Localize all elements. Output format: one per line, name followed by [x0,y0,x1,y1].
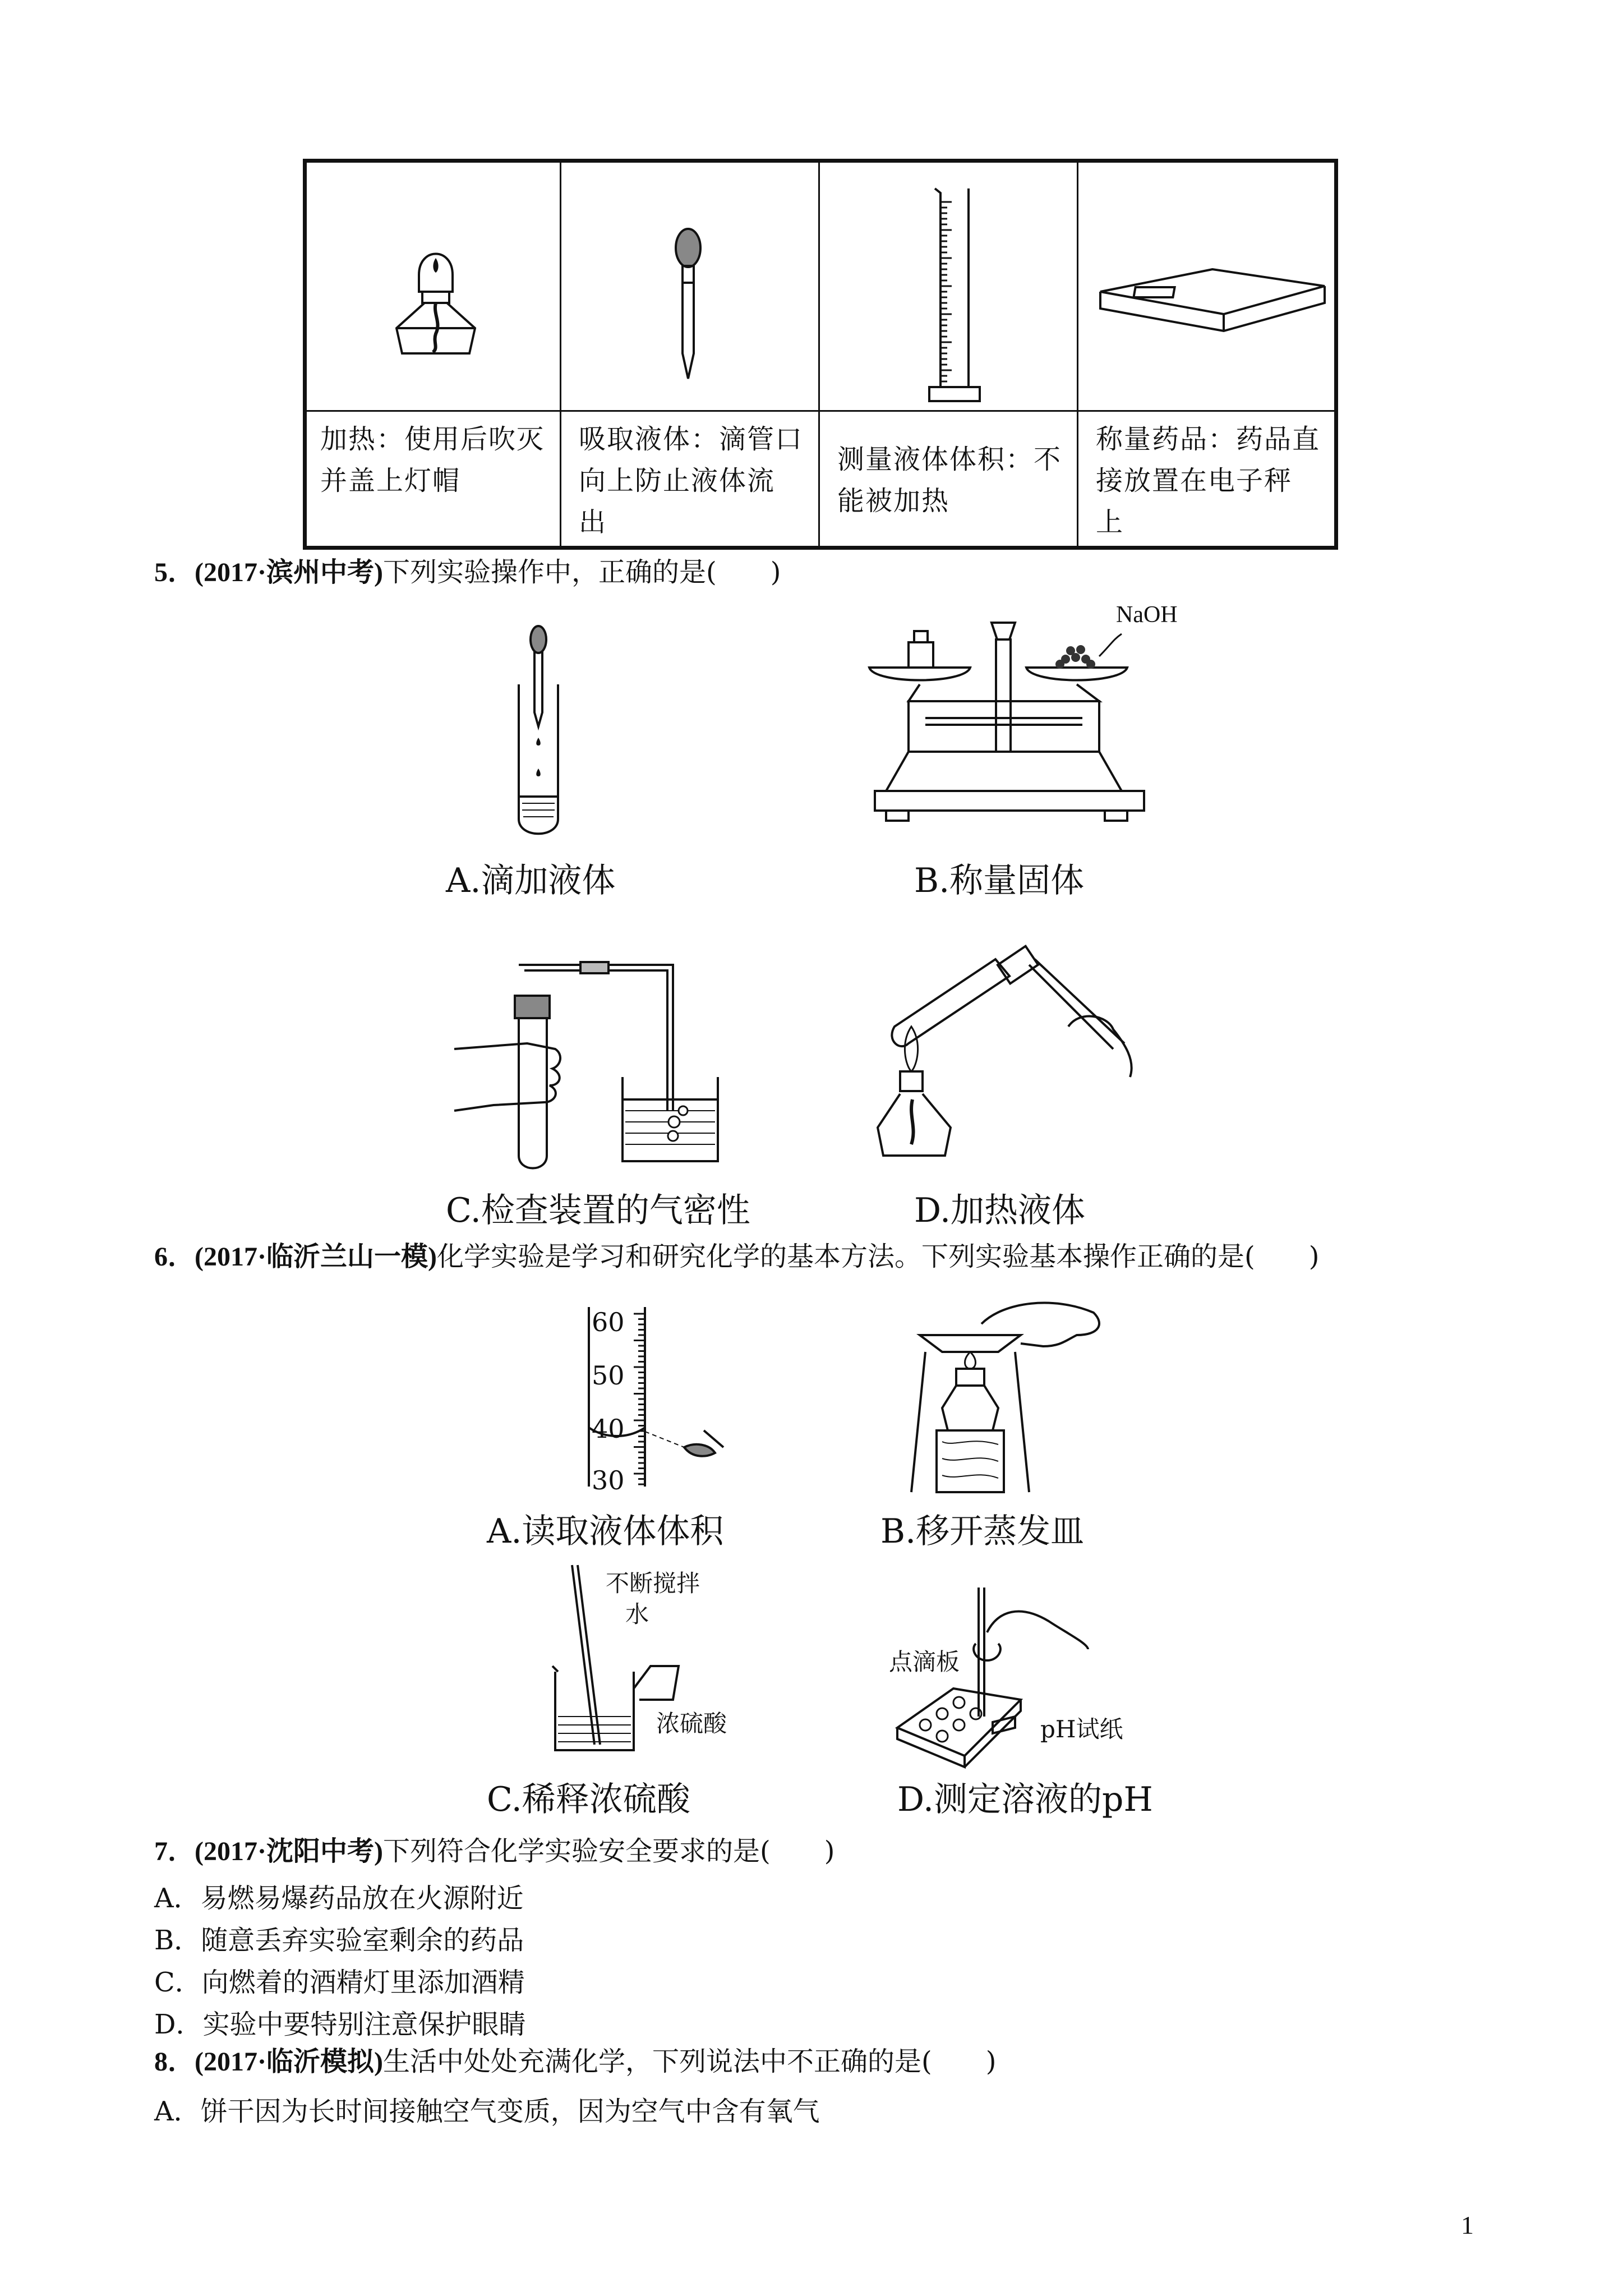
page-number: 1 [1461,2211,1474,2239]
dropper-test-tube-icon [508,623,569,841]
naoh-label: NaOH [1116,602,1178,628]
evaporating-dish-icon [909,1290,1122,1498]
graduated-cylinder-icon [924,185,991,409]
tick-label: 30 [592,1465,625,1496]
question-number: 8． [154,2047,195,2077]
figure-caption: C.稀释浓硫酸 [487,1780,690,1819]
question-source: (2017·临沂兰山一模) [195,1242,437,1272]
question-7-stem [154,1834,834,1869]
figure-caption: A.读取液体体积 [487,1512,724,1551]
figure-caption: D.加热液体 [914,1191,1086,1230]
airtightness-check-icon [449,942,740,1172]
balance-icon [864,606,1155,830]
tick-label: 40 [592,1414,625,1444]
question-source: (2017·沈阳中考) [195,1837,383,1866]
acid-label: 浓硫酸 [656,1710,727,1737]
question-text: 下列实验操作中，正确的是( ) [383,556,781,588]
table-cell-caption: 吸取液体：滴管口 [579,424,804,455]
question-text: 下列符合化学实验安全要求的是( ) [383,1835,835,1867]
question-text: 化学实验是学习和研究化学的基本方法。下列实验基本操作正确的是( ) [437,1241,1320,1272]
question-8-stem [154,2045,996,2079]
question-number: 6． [154,1242,195,1272]
figure-caption: A.滴加液体 [446,861,616,900]
heating-test-tube-icon [866,931,1136,1178]
question-source: (2017·临沂模拟) [195,2047,383,2077]
figure-caption: D.测定溶液的pH [897,1780,1153,1819]
option: A．饼干因为长时间接触空气变质，因为空气中含有氧气 [154,2096,820,2127]
table-cell-caption: 并盖上灯帽 [320,465,461,496]
figure-caption: B.移开蒸发皿 [880,1512,1085,1551]
option: A．易燃易爆药品放在火源附近 [154,1883,524,1914]
table-cell-caption: 称量药品：药品直 [1096,424,1321,455]
alcohol-lamp-icon [380,224,492,370]
tick-label: 60 [592,1307,625,1337]
table-cell-caption: 加热：使用后吹灭 [320,424,545,455]
apparatus-table [303,159,1338,550]
tick-label: 50 [592,1360,625,1391]
plate-label: 点滴板 [889,1648,960,1676]
question-source: (2017·滨州中考) [195,558,383,587]
table-cell-caption: 能被加热 [837,485,950,517]
table-cell-caption: 向上防止液体流 [579,465,776,496]
figure-caption: C.检查装置的气密性 [446,1191,750,1230]
question-number: 5． [154,558,195,587]
dropper-icon [666,224,711,393]
ph-paper-label: pH试纸 [1040,1715,1123,1743]
option: C．向燃着的酒精灯里添加酒精 [154,1967,525,1998]
table-cell-caption: 测量液体体积：不 [837,444,1062,475]
question-text: 生活中处处充满化学，下列说法中不正确的是( ) [383,2046,997,2077]
table-cell-caption: 出 [579,507,607,538]
question-6-stem [154,1240,1319,1274]
table-cell-caption: 上 [1096,507,1124,538]
electronic-scale-icon [1095,264,1330,353]
question-5-stem [154,555,781,590]
option: B．随意丢弃实验室剩余的药品 [154,1925,524,1956]
option: D．实验中要特别注意保护眼睛 [154,2009,526,2040]
question-number: 7． [154,1837,195,1866]
figure-caption: B.称量固体 [914,861,1085,900]
table-cell-caption: 接放置在电子秤 [1096,465,1293,496]
water-label: 水 [625,1600,649,1628]
stir-label: 不断搅拌 [606,1570,700,1597]
